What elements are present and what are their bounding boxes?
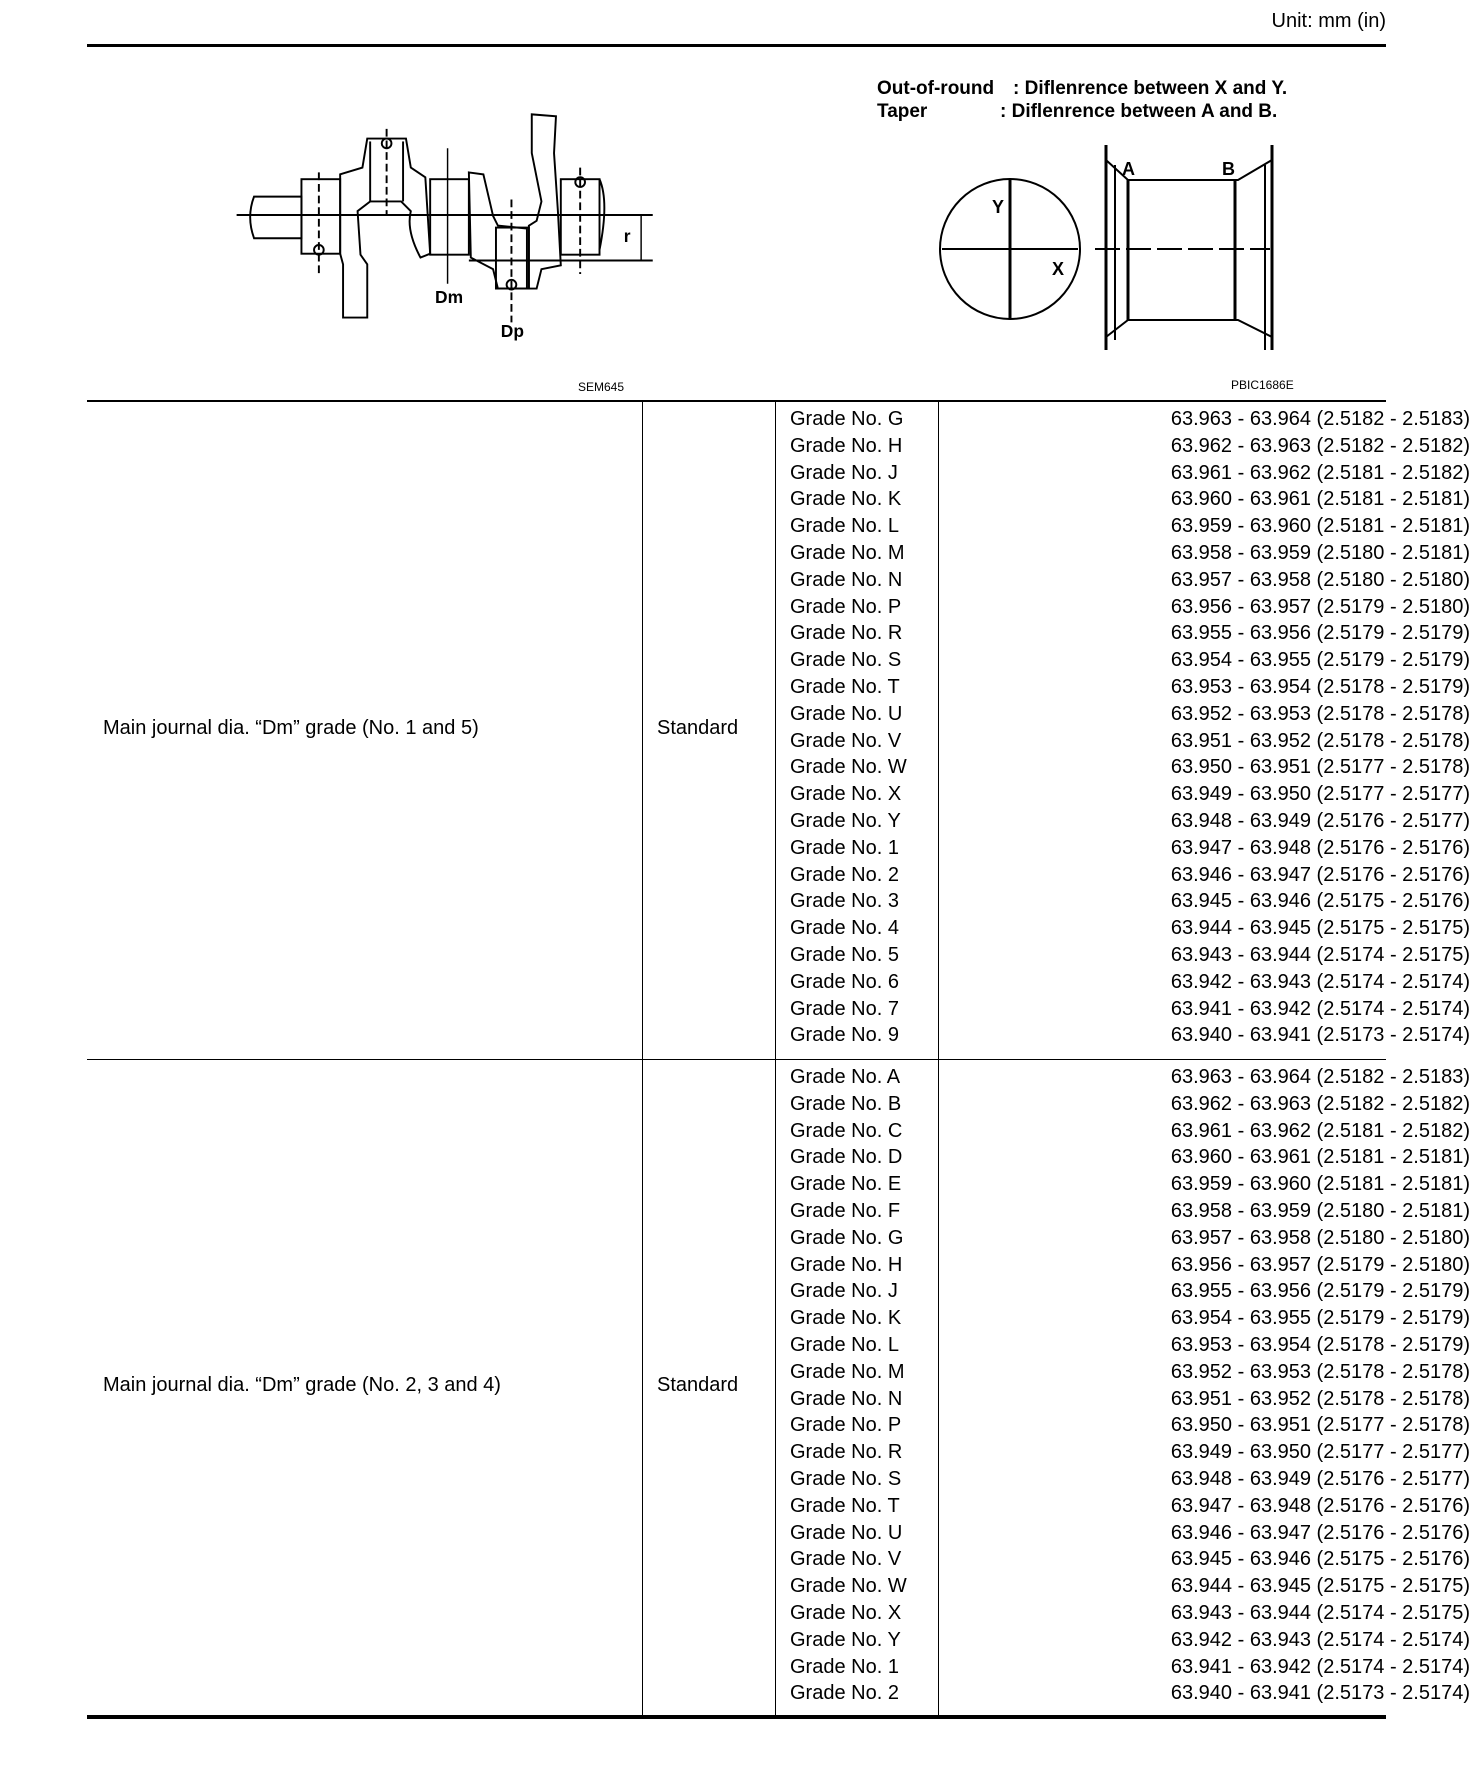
grade-name: Grade No. T	[790, 675, 900, 698]
grade-value: 63.956 - 63.957 (2.5179 - 2.5180)	[1170, 595, 1470, 618]
grade-name: Grade No. A	[790, 1066, 901, 1088]
grade-name: Grade No. 2	[790, 863, 899, 886]
grade-row	[790, 835, 1470, 862]
grade-value: 63.943 - 63.944 (2.5174 - 2.5175)	[1170, 943, 1470, 966]
grade-row	[790, 969, 1470, 996]
grade-row	[790, 1171, 1470, 1198]
grade-row	[790, 1627, 1470, 1654]
grade-value: 63.944 - 63.945 (2.5175 - 2.5175)	[1170, 917, 1470, 940]
grade-value: 63.949 - 63.950 (2.5177 - 2.5177)	[1170, 783, 1470, 806]
section-divider	[87, 1059, 1386, 1060]
grade-name: Grade No. X	[790, 783, 902, 806]
grade-row	[790, 888, 1470, 915]
grade-row	[790, 728, 1470, 755]
grade-value: 63.945 - 63.946 (2.5175 - 2.5176)	[1170, 890, 1470, 913]
grade-name: Grade No. V	[790, 729, 902, 752]
top-rule	[87, 44, 1386, 47]
grade-name: Grade No. T	[790, 1494, 900, 1517]
column-divider	[642, 1060, 643, 1715]
grade-name: Grade No. 9	[790, 1024, 899, 1047]
grade-value: 63.948 - 63.949 (2.5176 - 2.5177)	[1170, 1467, 1470, 1490]
grade-value: 63.947 - 63.948 (2.5176 - 2.5176)	[1170, 836, 1470, 859]
grade-row	[790, 1252, 1470, 1279]
taper-text: : Diflenrence between A and B.	[1000, 101, 1278, 122]
grade-name: Grade No. L	[790, 1333, 899, 1356]
grade-value: 63.962 - 63.963 (2.5182 - 2.5182)	[1170, 1092, 1470, 1115]
item-label: Main journal dia. “Dm” grade (No. 2, 3 and 4)	[103, 1373, 501, 1396]
grade-row	[790, 674, 1470, 701]
grade-value: 63.961 - 63.962 (2.5181 - 2.5182)	[1170, 461, 1470, 484]
grade-name: Grade No. M	[790, 541, 905, 564]
grade-name: Grade No. 2	[790, 1682, 899, 1705]
crankshaft-illustration	[215, 95, 655, 395]
grade-row	[790, 996, 1470, 1023]
grade-row	[790, 433, 1470, 460]
grade-value: 63.940 - 63.941 (2.5173 - 2.5174)	[1170, 1024, 1470, 1047]
grade-row	[790, 1064, 1470, 1091]
grade-name: Grade No. 5	[790, 943, 899, 966]
grade-value: 63.946 - 63.947 (2.5176 - 2.5176)	[1170, 1521, 1470, 1544]
grade-name: Grade No. R	[790, 1441, 903, 1464]
grade-name: Grade No. R	[790, 622, 903, 645]
dm-label: Dm	[435, 287, 464, 308]
grade-row	[790, 701, 1470, 728]
grade-value: 63.942 - 63.943 (2.5174 - 2.5174)	[1170, 1628, 1470, 1651]
grade-row	[790, 1680, 1470, 1707]
grade-value: 63.957 - 63.958 (2.5180 - 2.5180)	[1170, 568, 1470, 591]
grade-name: Grade No. V	[790, 1548, 902, 1571]
out-of-round-text: : Diflenrence between X and Y.	[1013, 78, 1288, 99]
spec-section	[87, 1060, 1470, 1715]
grade-value: 63.951 - 63.952 (2.5178 - 2.5178)	[1170, 729, 1470, 752]
grade-name: Grade No. J	[790, 461, 898, 484]
grade-row	[790, 754, 1470, 781]
condition-label: Standard	[657, 1373, 739, 1396]
grade-row	[790, 1118, 1470, 1145]
grade-name: Grade No. N	[790, 568, 903, 591]
grade-value: 63.959 - 63.960 (2.5181 - 2.5181)	[1170, 1173, 1470, 1196]
a-label: A	[1122, 159, 1135, 179]
grade-value: 63.953 - 63.954 (2.5178 - 2.5179)	[1170, 1333, 1470, 1356]
unit-label: Unit: mm (in)	[1271, 10, 1386, 32]
grade-list	[790, 406, 1470, 1049]
grade-row	[790, 647, 1470, 674]
grade-value: 63.955 - 63.956 (2.5179 - 2.5179)	[1170, 622, 1470, 645]
measurement-figure	[870, 145, 1340, 365]
dp-label: Dp	[500, 320, 525, 341]
grade-row	[790, 1466, 1470, 1493]
grade-name: Grade No. W	[790, 1575, 907, 1598]
grade-name: Grade No. 1	[790, 836, 899, 859]
grade-row	[790, 1412, 1470, 1439]
column-divider	[642, 402, 643, 1059]
grade-row	[790, 594, 1470, 621]
grade-value: 63.952 - 63.953 (2.5178 - 2.5178)	[1170, 702, 1470, 725]
grade-name: Grade No. P	[790, 595, 902, 618]
grade-value: 63.941 - 63.942 (2.5174 - 2.5174)	[1170, 1655, 1470, 1678]
grade-row	[790, 486, 1470, 513]
condition-label: Standard	[657, 716, 739, 739]
grade-name: Grade No. 4	[790, 917, 899, 940]
grade-name: Grade No. S	[790, 1467, 902, 1490]
grade-value: 63.954 - 63.955 (2.5179 - 2.5179)	[1170, 649, 1470, 672]
out-of-round-taper-diagram	[870, 145, 1340, 365]
grade-row	[790, 1654, 1470, 1681]
grade-value: 63.954 - 63.955 (2.5179 - 2.5179)	[1170, 1307, 1470, 1330]
grade-row	[790, 540, 1470, 567]
grade-row	[790, 1332, 1470, 1359]
grade-name: Grade No. B	[790, 1092, 902, 1115]
grade-list	[790, 1064, 1470, 1707]
grade-value: 63.958 - 63.959 (2.5180 - 2.5181)	[1170, 1199, 1470, 1222]
taper-label: Taper	[877, 101, 928, 122]
grade-name: Grade No. 3	[790, 890, 899, 913]
grade-value: 63.960 - 63.961 (2.5181 - 2.5181)	[1170, 1146, 1470, 1169]
item-label: Main journal dia. “Dm” grade (No. 1 and 5)	[103, 716, 479, 739]
grade-name: Grade No. 6	[790, 970, 899, 993]
grade-value: 63.947 - 63.948 (2.5176 - 2.5176)	[1170, 1494, 1470, 1517]
grade-row	[790, 1144, 1470, 1171]
grade-value: 63.942 - 63.943 (2.5174 - 2.5174)	[1170, 970, 1470, 993]
grade-name: Grade No. H	[790, 1253, 903, 1276]
grade-row	[790, 1198, 1470, 1225]
grade-name: Grade No. U	[790, 702, 903, 725]
grade-name: Grade No. F	[790, 1199, 901, 1222]
grade-row	[790, 1600, 1470, 1627]
grade-row	[790, 942, 1470, 969]
b-label: B	[1222, 159, 1235, 179]
grade-value: 63.949 - 63.950 (2.5177 - 2.5177)	[1170, 1441, 1470, 1464]
grade-row	[790, 567, 1470, 594]
grade-value: 63.950 - 63.951 (2.5177 - 2.5178)	[1170, 1414, 1470, 1437]
grade-name: Grade No. H	[790, 434, 903, 457]
grade-name: Grade No. Y	[790, 809, 901, 832]
figure-code-right: PBIC1686E	[1231, 378, 1294, 392]
grade-row	[790, 1520, 1470, 1547]
grade-value: 63.940 - 63.941 (2.5173 - 2.5174)	[1170, 1682, 1470, 1705]
grade-row	[790, 1546, 1470, 1573]
grade-name: Grade No. J	[790, 1280, 898, 1303]
grade-name: Grade No. 1	[790, 1655, 899, 1678]
grade-name: Grade No. S	[790, 649, 902, 672]
grade-row	[790, 620, 1470, 647]
grade-row	[790, 1386, 1470, 1413]
grade-row	[790, 808, 1470, 835]
grade-row	[790, 1573, 1470, 1600]
grade-value: 63.951 - 63.952 (2.5178 - 2.5178)	[1170, 1387, 1470, 1410]
grade-row	[790, 1359, 1470, 1386]
x-label: X	[1052, 259, 1065, 279]
grade-value: 63.948 - 63.949 (2.5176 - 2.5177)	[1170, 809, 1470, 832]
grade-value: 63.946 - 63.947 (2.5176 - 2.5176)	[1170, 863, 1470, 886]
grade-name: Grade No. C	[790, 1119, 903, 1142]
grade-row	[790, 1439, 1470, 1466]
out-of-round-label: Out-of-round	[877, 78, 995, 99]
grade-row	[790, 406, 1470, 433]
grade-row	[790, 513, 1470, 540]
grade-value: 63.957 - 63.958 (2.5180 - 2.5180)	[1170, 1226, 1470, 1249]
grade-name: Grade No. W	[790, 756, 907, 779]
grade-name: Grade No. X	[790, 1601, 902, 1624]
grade-name: Grade No. M	[790, 1360, 905, 1383]
grade-value: 63.950 - 63.951 (2.5177 - 2.5178)	[1170, 756, 1470, 779]
grade-value: 63.944 - 63.945 (2.5175 - 2.5175)	[1170, 1575, 1470, 1598]
grade-value: 63.963 - 63.964 (2.5182 - 2.5183)	[1170, 408, 1470, 430]
grade-value: 63.962 - 63.963 (2.5182 - 2.5182)	[1170, 434, 1470, 457]
grade-name: Grade No. K	[790, 1307, 902, 1330]
grade-value: 63.961 - 63.962 (2.5181 - 2.5182)	[1170, 1119, 1470, 1142]
grade-row	[790, 862, 1470, 889]
grade-name: Grade No. Y	[790, 1628, 901, 1651]
column-divider	[775, 402, 776, 1059]
grade-row	[790, 781, 1470, 808]
crankshaft-figure	[215, 95, 655, 395]
grade-value: 63.952 - 63.953 (2.5178 - 2.5178)	[1170, 1360, 1470, 1383]
grade-value: 63.955 - 63.956 (2.5179 - 2.5179)	[1170, 1280, 1470, 1303]
grade-name: Grade No. L	[790, 515, 899, 538]
grade-value: 63.953 - 63.954 (2.5178 - 2.5179)	[1170, 675, 1470, 698]
grade-row	[790, 1305, 1470, 1332]
figure-code-left: SEM645	[578, 380, 625, 394]
bottom-rule	[87, 1715, 1386, 1719]
spec-section	[87, 402, 1470, 1059]
grade-row	[790, 1225, 1470, 1252]
grade-value: 63.956 - 63.957 (2.5179 - 2.5180)	[1170, 1253, 1470, 1276]
grade-name: Grade No. P	[790, 1414, 902, 1437]
y-label: Y	[992, 197, 1005, 217]
grade-name: Grade No. N	[790, 1387, 903, 1410]
grade-row	[790, 915, 1470, 942]
r-label: r	[623, 226, 631, 247]
grade-row	[790, 1091, 1470, 1118]
grade-name: Grade No. G	[790, 408, 904, 430]
grade-value: 63.959 - 63.960 (2.5181 - 2.5181)	[1170, 515, 1470, 538]
grade-value: 63.941 - 63.942 (2.5174 - 2.5174)	[1170, 997, 1470, 1020]
grade-row	[790, 1022, 1470, 1049]
grade-value: 63.960 - 63.961 (2.5181 - 2.5181)	[1170, 488, 1470, 511]
grade-name: Grade No. D	[790, 1146, 903, 1169]
grade-name: Grade No. U	[790, 1521, 903, 1544]
grade-name: Grade No. K	[790, 488, 902, 511]
grade-name: Grade No. E	[790, 1173, 902, 1196]
grade-row	[790, 1493, 1470, 1520]
grade-name: Grade No. G	[790, 1226, 904, 1249]
grade-row	[790, 460, 1470, 487]
grade-value: 63.943 - 63.944 (2.5174 - 2.5175)	[1170, 1601, 1470, 1624]
grade-value: 63.958 - 63.959 (2.5180 - 2.5181)	[1170, 541, 1470, 564]
grade-value: 63.945 - 63.946 (2.5175 - 2.5176)	[1170, 1548, 1470, 1571]
column-divider	[775, 1060, 776, 1715]
grade-value: 63.963 - 63.964 (2.5182 - 2.5183)	[1170, 1066, 1470, 1088]
grade-row	[790, 1278, 1470, 1305]
grade-name: Grade No. 7	[790, 997, 899, 1020]
